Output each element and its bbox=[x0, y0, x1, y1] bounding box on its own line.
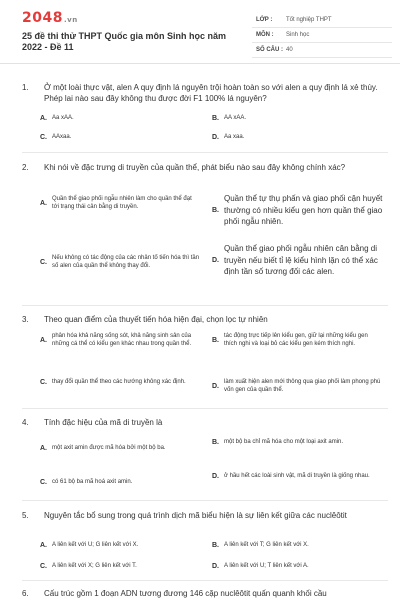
option-letter: D. bbox=[212, 472, 219, 480]
question-3 bbox=[22, 314, 392, 325]
question-stem: Khi nói về đặc trưng di truyền của quần thể, phát biểu nào sau đây không chính xác? bbox=[44, 163, 346, 172]
option-letter: A. bbox=[40, 541, 47, 549]
logo-text: 2048 bbox=[22, 10, 63, 26]
option-letter: A. bbox=[40, 199, 47, 207]
site-logo[interactable] bbox=[22, 10, 78, 26]
question-number: 5. bbox=[22, 511, 29, 520]
option-letter: A. bbox=[40, 114, 47, 122]
question-text bbox=[22, 82, 392, 104]
question-text bbox=[22, 314, 392, 325]
question-number: 4. bbox=[22, 418, 29, 427]
option-text: phân hóa khả năng sống sót, khả năng sinh sản của những cá thể có kiểu gen khác nhau trong quần thể. bbox=[52, 333, 192, 347]
question-2 bbox=[22, 162, 392, 173]
question-number: 1. bbox=[22, 83, 29, 92]
question-4 bbox=[22, 417, 392, 428]
option-d[interactable] bbox=[212, 133, 382, 141]
option-c[interactable] bbox=[40, 378, 200, 386]
option-letter: A. bbox=[40, 444, 47, 452]
option-b[interactable] bbox=[212, 541, 382, 549]
option-a[interactable] bbox=[40, 332, 200, 348]
option-text: thay đổi quần thể theo các hướng không xác định. bbox=[52, 379, 186, 385]
option-letter: A. bbox=[40, 336, 47, 344]
option-text: tác động trực tiếp lên kiểu gen, giữ lại những kiểu gen thích nghi và loại bỏ các kiểu gen kém thích nghi. bbox=[224, 333, 368, 347]
option-text: làm xuất hiện alen mới thông qua giao phối làm phong phú vốn gen của quần thể. bbox=[224, 379, 381, 393]
option-text: Quần thể tự thụ phấn và giao phối cận huyết thường có nhiều kiểu gen hơn quần thể giao phối ngẫu nhiên. bbox=[224, 194, 383, 226]
option-text: Aa xaa. bbox=[224, 134, 245, 140]
option-a[interactable] bbox=[40, 114, 200, 122]
document-title: 25 đề thi thử THPT Quốc gia môn Sinh học năm 2022 - Đề 11 bbox=[22, 31, 227, 52]
divider bbox=[22, 408, 388, 409]
option-text: Nếu không có tác động của các nhân tố tiến hóa thì tần số alen của quần thể không thay đổi. bbox=[52, 255, 200, 269]
question-number: 6. bbox=[22, 589, 29, 598]
question-stem: Nguyên tắc bổ sung trong quá trình dịch mã biểu hiện là sự liên kết giữa các nuclêôtit bbox=[44, 511, 347, 520]
info-label: SỐ CÂU : bbox=[256, 47, 283, 53]
option-letter: B. bbox=[212, 206, 219, 214]
option-letter: D. bbox=[212, 562, 219, 570]
option-text: có 61 bộ ba mã hoá axit amin. bbox=[52, 479, 133, 485]
info-value: Tốt nghiệp THPT bbox=[286, 17, 332, 23]
question-number: 3. bbox=[22, 315, 29, 324]
option-b[interactable] bbox=[212, 193, 392, 228]
option-c[interactable] bbox=[40, 478, 205, 486]
info-row-subject bbox=[252, 29, 392, 43]
option-d[interactable] bbox=[212, 243, 392, 278]
option-letter: C. bbox=[40, 378, 47, 386]
question-text bbox=[22, 162, 392, 173]
option-c[interactable] bbox=[40, 133, 200, 141]
option-b[interactable] bbox=[212, 114, 382, 122]
question-stem: Cấu trúc gồm 1 đoạn ADN tương đương 146 cặp nuclêôtit quấn quanh khối cầu bbox=[44, 589, 327, 598]
option-text: AA xAA. bbox=[224, 115, 247, 121]
option-text: A liên kết với X; G liên kết với T. bbox=[52, 563, 137, 569]
option-letter: C. bbox=[40, 478, 47, 486]
divider bbox=[22, 152, 388, 153]
option-b[interactable] bbox=[212, 332, 382, 348]
info-row-count bbox=[252, 44, 392, 58]
option-letter: C. bbox=[40, 562, 47, 570]
option-text: A liên kết với U; G liên kết với X. bbox=[52, 542, 139, 548]
question-text bbox=[22, 588, 392, 599]
document-header bbox=[0, 0, 400, 64]
question-5 bbox=[22, 510, 392, 521]
option-text: Aa xAA. bbox=[52, 115, 74, 121]
option-letter: B. bbox=[212, 438, 219, 446]
option-text: A liên kết với U; T liên kết với A. bbox=[224, 563, 309, 569]
option-text: AAxaa. bbox=[52, 134, 72, 140]
option-text: Quần thể giao phối ngẫu nhiên cân bằng di truyền nếu biết tỉ lệ kiểu hình lặn có thể xác định tần số tương đối các alen. bbox=[224, 244, 378, 276]
divider bbox=[22, 500, 388, 501]
option-letter: D. bbox=[212, 382, 219, 390]
question-6 bbox=[22, 588, 392, 599]
option-text: A liên kết với T; G liên kết với X. bbox=[224, 542, 309, 548]
info-value: Sinh học bbox=[286, 32, 310, 38]
option-letter: C. bbox=[40, 133, 47, 141]
option-letter: D. bbox=[212, 133, 219, 141]
option-c[interactable] bbox=[40, 254, 200, 270]
question-number: 2. bbox=[22, 163, 29, 172]
question-text bbox=[22, 417, 392, 428]
logo-suffix: .vn bbox=[63, 16, 78, 24]
option-d[interactable] bbox=[212, 472, 382, 480]
option-text: một axit amin được mã hóa bởi một bộ ba. bbox=[52, 445, 166, 451]
info-value: 40 bbox=[286, 47, 293, 53]
option-d[interactable] bbox=[212, 562, 382, 570]
option-letter: B. bbox=[212, 336, 219, 344]
option-letter: B. bbox=[212, 114, 219, 122]
option-a[interactable] bbox=[40, 195, 200, 211]
option-letter: B. bbox=[212, 541, 219, 549]
option-letter: D. bbox=[212, 256, 219, 264]
option-c[interactable] bbox=[40, 562, 205, 570]
divider bbox=[22, 305, 388, 306]
question-stem: Tính đặc hiệu của mã di truyền là bbox=[44, 418, 163, 427]
question-text bbox=[22, 510, 392, 521]
option-a[interactable] bbox=[40, 541, 205, 549]
info-row-class bbox=[252, 14, 392, 28]
info-label: LỚP : bbox=[256, 17, 273, 23]
option-text: ở hầu hết các loài sinh vật, mã di truyền là giống nhau. bbox=[224, 473, 370, 479]
option-b[interactable] bbox=[212, 438, 382, 446]
divider bbox=[22, 580, 388, 581]
option-text: Quần thể giao phối ngẫu nhiên làm cho quần thể đạt tới trạng thái cân bằng di truyền. bbox=[52, 196, 192, 210]
question-stem: Theo quan điểm của thuyết tiến hóa hiện đại, chọn lọc tự nhiên bbox=[44, 315, 268, 324]
info-label: MÔN : bbox=[256, 32, 274, 38]
question-1 bbox=[22, 82, 392, 104]
question-stem: Ở một loài thực vật, alen A quy định lá nguyên trội hoàn toàn so với alen a quy định lá xẻ thùy. Phép lai nào sau đây không thu được đời F1 100% lá nguyên? bbox=[44, 83, 378, 103]
option-d[interactable] bbox=[212, 378, 382, 394]
option-letter: C. bbox=[40, 258, 47, 266]
option-a[interactable] bbox=[40, 444, 205, 452]
option-text: một bộ ba chỉ mã hóa cho một loại axit amin. bbox=[224, 439, 344, 445]
